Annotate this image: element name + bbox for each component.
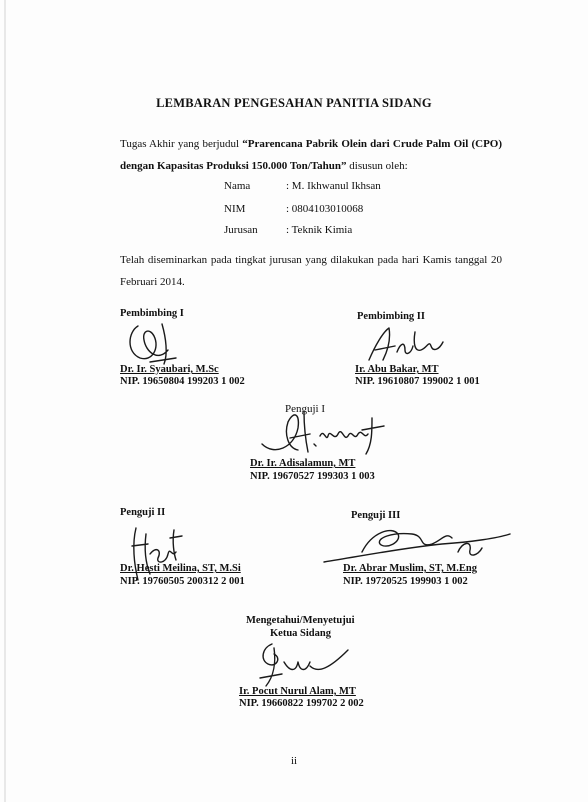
page-edge: [4, 0, 6, 802]
pembimbing1-nip: NIP. 19650804 199203 1 002: [120, 376, 245, 387]
ketua-role-line1: Mengetahui/Menyetujui: [246, 615, 355, 626]
intro-suffix: disusun oleh:: [346, 160, 408, 172]
penguji1-nip: NIP. 19670527 199303 1 003: [250, 471, 375, 482]
student-name-value: : M. Ikhwanul Ikhsan: [286, 180, 381, 192]
penguji2-signature: [126, 524, 186, 584]
student-name-label: Nama: [224, 180, 251, 192]
pembimbing2-nip: NIP. 19610807 199002 1 001: [355, 376, 480, 387]
penguji2-role: Penguji II: [120, 507, 166, 518]
penguji2-nip: NIP. 19760505 200312 2 001: [120, 576, 245, 587]
pembimbing1-role: Pembimbing I: [120, 308, 184, 319]
intro-paragraph: [120, 133, 502, 177]
penguji3-signature: [322, 522, 512, 568]
penguji1-name: Dr. Ir. Adisalamun, MT: [250, 458, 356, 469]
penguji3-nip: NIP. 19720525 199903 1 002: [343, 576, 468, 587]
pembimbing2-name: Ir. Abu Bakar, MT: [355, 364, 439, 375]
pembimbing1-name: Dr. Ir. Syaubari, M.Sc: [120, 364, 219, 375]
student-dept-value: : Teknik Kimia: [286, 224, 353, 236]
pembimbing2-role: Pembimbing II: [357, 311, 425, 322]
penguji2-name: Dr. Hesti Meilina, ST, M.Si: [120, 563, 241, 574]
penguji1-signature: [254, 408, 394, 458]
seminar-paragraph: Telah diseminarkan pada tingkat jurusan yang dilakukan pada hari Kamis tanggal 20 Februari 2014.: [120, 254, 502, 288]
ketua-name: Ir. Pocut Nurul Alam, MT: [239, 686, 356, 697]
student-nim-value: : 0804103010068: [286, 203, 364, 215]
student-dept-label: Jurusan: [224, 224, 258, 236]
page-number: ii: [290, 755, 298, 767]
ketua-role-line2: Ketua Sidang: [270, 628, 331, 639]
penguji1-role: Penguji I: [285, 403, 326, 415]
thesis-title: “Prarencana Pabrik Olein dari Crude Palm Oil (CPO) dengan Kapasitas Produksi 150.000 Ton/Tahun”: [120, 138, 503, 172]
pembimbing2-signature: [365, 322, 445, 364]
ketua-nip: NIP. 19660822 199702 2 002: [239, 698, 364, 709]
student-nim-label: NIM: [224, 203, 246, 215]
ketua-signature: [252, 638, 352, 688]
intro-prefix: Tugas Akhir yang berjudul: [120, 138, 243, 150]
penguji3-role: Penguji III: [351, 510, 401, 521]
penguji3-name: Dr. Abrar Muslim, ST, M.Eng: [343, 563, 477, 574]
page-title: LEMBARAN PENGESAHAN PANITIA SIDANG: [156, 96, 432, 110]
pembimbing1-signature: [124, 318, 184, 366]
